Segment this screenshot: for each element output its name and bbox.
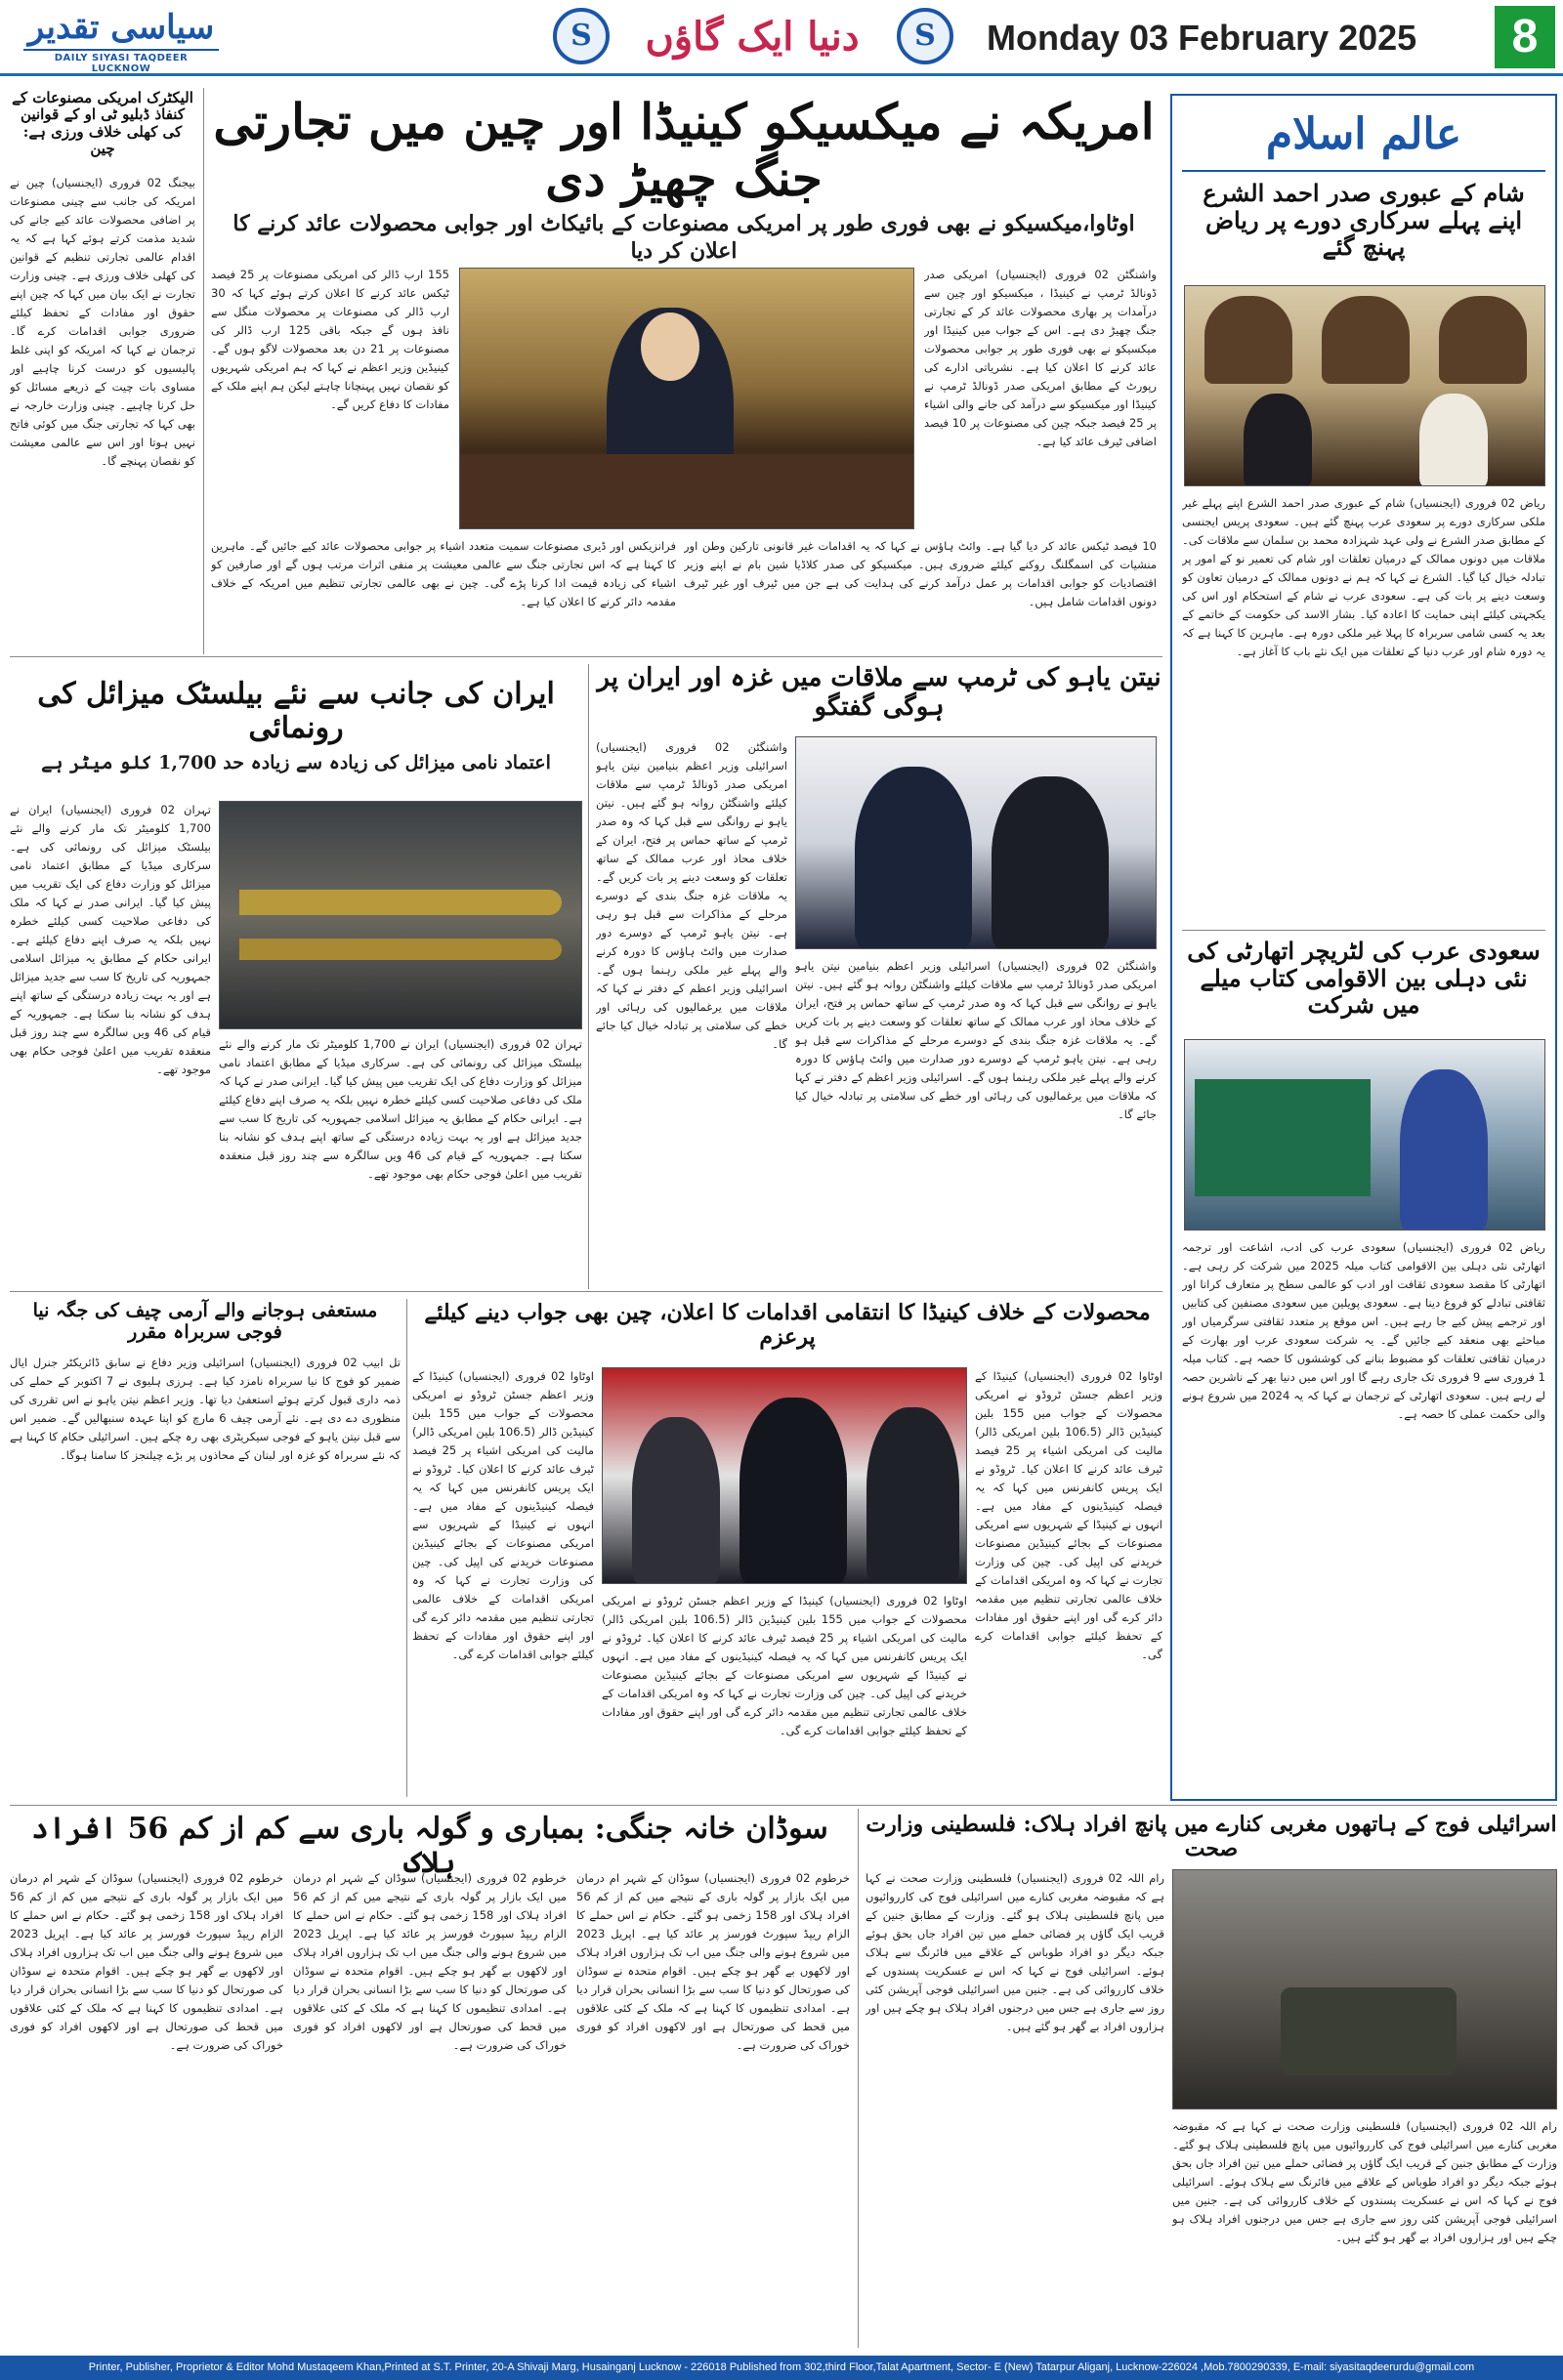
canada-body: اوٹاوا 02 فروری (ایجنسیاں) کینیڈا کے وزیر اعظم جسٹن ٹروڈو نے امریکی محصولات کے جواب میں 155 بلین کینیڈین ڈالر (106.5 بلین امریکی ڈالر) مالیت کی امریکی اشیاء پر 25 فیصد ٹیرف عائد کرنے کا اعلان کیا۔ ٹروڈو نے ایک پریس کانفرنس میں کہا کہ یہ فیصلہ کینیڈینوں کے مفاد میں ہے۔ انہوں نے کینیڈا کے شہریوں سے امریکی مصنوعات کے بجائے کینیڈین مصنوعات خریدنے کی اپیل کی۔ چین کی وزارت تجارت نے کہا کہ وہ امریکی اقدامات کے خلاف عالمی تجارتی تنظیم میں مقدمہ دائر کرے گی اور اپنے حقوق اور مفادات کے تحفظ کیلئے جوابی اقدامات کرے گی۔ <box>975 1369 1162 1661</box>
army-chief-body: تل ابیب 02 فروری (ایجنسیاں) اسرائیلی وزیر دفاع نے سابق ڈائریکٹر جنرل ایال ضمیر کو فوج کا نیا سربراہ نامزد کیا ہے۔ ہرزی ہلیوی نے 7 اکتوبر کے حملے کی ذمہ داری قبول کرتے ہوئے استعفیٰ دیا تھا۔ وزیر اعظم نیتن یاہو نے اس تقرری کی منظوری دے دی ہے۔ نئے آرمی چیف 6 مارچ کو اپنا عہدہ سنبھالیں گے۔ ضمیر اس سے قبل نیتن یاہو کے فوجی سیکریٹری بھی رہ چکے ہیں۔ اسرائیلی حکام کا کہنا ہے کہ نئے سربراہ کو غزہ اور لبنان کے محاذوں پر بڑے چیلنجز کا سامنا ہوگا۔ <box>10 1356 401 1462</box>
lead-body-col-1: واشنگٹن 02 فروری (ایجنسیاں) امریکی صدر ڈونالڈ ٹرمپ نے کینیڈا ، میکسیکو اور چین سے درآمدات پر بھاری محصولات عائد کر کے تجارتی جنگ چھیڑ دی ہے۔ اس کے جواب میں کینیڈا اور میکسیکو نے بھی فوری طور پر جوابی محصولات عائد کرنے کا اعلان کیا ہے۔ نشریاتی ادارے کی رپورٹ کے مطابق امریکی صدر ڈونالڈ ٹرمپ نے کینیڈا اور میکسیکو سے درآمد کی جانے والی اشیاء پر 25 فیصد جبکہ چین کی مصنوعات پر 10 فیصد اضافی ٹیرف عائد کیا ہے۔ <box>924 268 1157 448</box>
canada-headline[interactable]: محصولات کے خلاف کینیڈا کا انتقامی اقدامات کا اعلان، چین بھی جواب دینے کیلئے پرعزم <box>424 1300 1151 1351</box>
netanyahu-body: واشنگٹن 02 فروری (ایجنسیاں) اسرائیلی وزیر اعظم بنیامین نیتن یاہو امریکی صدر ڈونالڈ ٹرمپ سے ملاقات کیلئے واشنگٹن روانہ ہو گئے ہیں۔ نیتن یاہو نے روانگی سے قبل کہا کہ وہ صدر ٹرمپ کے ساتھ حماس پر فتح، ایران کے خلاف محاذ اور عرب ممالک کے ساتھ تعلقات کو وسعت دینے پر بات کریں گے۔ یہ ملاقات غزہ جنگ بندی کے دوسرے مرحلے کے مذاکرات سے قبل ہو رہی ہے۔ نیتن یاہو ٹرمپ کے دوسرے دور صدارت میں وائٹ ہاؤس کا دورہ کرنے والے پہلے غیر ملکی رہنما ہوں گے۔ اسرائیلی وزیر اعظم کے دفتر نے کہا کہ ملاقات میں یرغمالیوں کی رہائی اور خطے کی سلامتی پر تبادلہ خیال کیا جائے گا۔ <box>596 740 787 1051</box>
sudan-body-col-3: خرطوم 02 فروری (ایجنسیاں) سوڈان کے شہر ام درمان میں ایک بازار پر گولہ باری کے نتیجے میں کم از کم 56 افراد ہلاک اور 158 زخمی ہو گئے۔ حکام نے اس حملے کا الزام ریپڈ سپورٹ فورسز پر عائد کیا ہے۔ اپریل 2023 میں شروع ہونے والی جنگ میں اب تک ہزاروں افراد ہلاک اور لاکھوں بے گھر ہو چکے ہیں۔ اقوام متحدہ نے سوڈان کی صورتحال کو دنیا کا سب سے بڑا انسانی بحران قرار دیا ہے۔ امدادی تنظیموں کا کہنا ہے کہ ملک کے کئی علاقوں میں قحط کی صورتحال ہے اور لاکھوں افراد کو فوری خوراک کی ضرورت ہے۔ <box>576 1871 850 2052</box>
footer-imprint: Printer, Publisher, Proprietor & Editor Mohd Mustaqeem Khan,Printed at S.T. Printer, 20-A Shivaji Marg, Husainganj Lucknow - 226018 Published from 302,third Floor,Talat Apartment, Sector- E (New) Tatarpur Aliganj, Lucknow-226024 ,Mob.7800290339, E-mail: siyasitaqdeerurdu@gmail.com <box>0 2356 1563 2380</box>
divider <box>1182 930 1545 931</box>
page-number: 8 <box>1495 6 1555 68</box>
divider <box>10 1805 1557 1806</box>
syria-body: ریاض 02 فروری (ایجنسیاں) شام کے عبوری صدر احمد الشرع اپنے پہلے غیر ملکی سرکاری دورے پر سعودی عرب پہنچ گئے ہیں۔ سعودی پریس ایجنسی کے مطابق صدر الشرع نے ولی عہد شہزادہ محمد بن سلمان سے ملاقات کی۔ ملاقات میں دونوں ممالک کے درمیان تعلقات اور شام کی تعمیر نو کے امور پر تبادلہ خیال کیا گیا۔ الشرع نے کہا کہ ہم نے دونوں ممالک کے درمیان تعاون کو وسعت دینے پر بات کی ہے۔ سعودی عرب نے شام کے استحکام اور اس کی یکجہتی کیلئے اپنی حمایت کا اعادہ کیا۔ بشار الاسد کی حکومت کے خاتمے کے بعد یہ کسی شامی سربراہ کا پہلا غیر ملکی دورہ ہے۔ ماہرین کا کہنا ہے کہ یہ دورہ شام اور عرب دنیا کے تعلقات میں ایک نئے باب کا آغاز ہے۔ <box>1182 496 1545 658</box>
desk-shape <box>460 454 914 529</box>
westbank-photo <box>1172 1869 1557 2109</box>
stall-shape <box>1195 1079 1371 1196</box>
sudan-body-col-1: خرطوم 02 فروری (ایجنسیاں) سوڈان کے شہر ام درمان میں ایک بازار پر گولہ باری کے نتیجے میں کم از کم 56 افراد ہلاک اور 158 زخمی ہو گئے۔ حکام نے اس حملے کا الزام ریپڈ سپورٹ فورسز پر عائد کیا ہے۔ اپریل 2023 میں شروع ہونے والی جنگ میں اب تک ہزاروں افراد ہلاک اور لاکھوں بے گھر ہو چکے ہیں۔ اقوام متحدہ نے سوڈان کی صورتحال کو دنیا کا سب سے بڑا انسانی بحران قرار دیا ہے۔ امدادی تنظیموں کا کہنا ہے کہ ملک کے کئی علاقوں میں قحط کی صورتحال ہے اور لاکھوں افراد کو فوری خوراک کی ضرورت ہے۔ <box>10 1871 283 2052</box>
figure-shape <box>641 313 699 381</box>
china-headline[interactable]: الیکٹرک امریکی مصنوعات کے کنفاذ ڈبلیو ٹی او کے قوانین کی کھلی خلاف ورزی ہے: چین <box>12 89 193 157</box>
figure-shape <box>1322 296 1410 384</box>
divider <box>203 88 204 654</box>
emblem-icon-right: S <box>897 8 953 64</box>
masthead <box>0 0 1563 76</box>
divider <box>406 1299 407 1797</box>
newspaper-logo[interactable] <box>23 6 219 74</box>
figure-shape <box>632 1417 720 1584</box>
iran-body-continued: تہران 02 فروری (ایجنسیاں) ایران نے 1,700 کلومیٹر تک مار کرنے والے نئے بیلسٹک میزائل کی رونمائی کی ہے۔ سرکاری میڈیا کے مطابق اعتماد نامی میزائل کو وزارت دفاع کی ایک تقریب میں پیش کیا گیا۔ ایرانی صدر نے کہا کہ ملک کی دفاعی صلاحیت کسی کیلئے خطرہ نہیں بلکہ یہ صرف اپنے دفاع کیلئے ہے۔ ایرانی حکام کے مطابق یہ میزائل اسلامی جمہوریہ کی تاریخ کا سب سے جدید میزائل ہے اور یہ بہت زیادہ درستگی کے ساتھ اپنے ہدف کو نشانہ بنا سکتا ہے۔ جمہوریہ کے قیام کی 46 ویں سالگرہ سے چند روز قبل منعقدہ تقریب میں اعلیٰ فوجی حکام بھی موجود تھے۔ <box>219 1037 582 1181</box>
divider <box>10 1291 1162 1292</box>
logo-urdu: سیاسی تقدیر <box>27 8 215 47</box>
section-title-box <box>547 6 957 70</box>
sudan-headline[interactable]: سوڈان خانہ جنگی: بمباری و گولہ باری سے کم از کم 56 افراد ہلاک <box>31 1812 828 1880</box>
army-chief-headline[interactable]: مستعفی ہوجانے والے آرمی چیف کی جگہ نیا فوجی سربراہ مقرر <box>32 1300 378 1343</box>
lead-headline[interactable]: امریکہ نے میکسیکو کینیڈا اور چین میں تجارتی جنگ چھیڑ دی <box>213 93 1155 207</box>
section-title: دنیا ایک گاؤں <box>645 14 860 60</box>
figure-shape <box>866 1407 959 1584</box>
divider <box>588 664 589 1289</box>
iran-body: تہران 02 فروری (ایجنسیاں) ایران نے 1,700 کلومیٹر تک مار کرنے والے نئے بیلسٹک میزائل کی رونمائی کی ہے۔ سرکاری میڈیا کے مطابق اعتماد نامی میزائل کو وزارت دفاع کی ایک تقریب میں پیش کیا گیا۔ ایرانی صدر نے کہا کہ ملک کی دفاعی صلاحیت کسی کیلئے خطرہ نہیں بلکہ یہ صرف اپنے دفاع کیلئے ہے۔ ایرانی حکام کے مطابق یہ میزائل اسلامی جمہوریہ کی تاریخ کا سب سے جدید میزائل ہے اور یہ بہت زیادہ درستگی کے ساتھ اپنے ہدف کو نشانہ بنا سکتا ہے۔ جمہوریہ کے قیام کی 46 ویں سالگرہ سے چند روز قبل منعقدہ تقریب میں اعلیٰ فوجی حکام بھی موجود تھے۔ <box>10 803 211 1076</box>
westbank-headline[interactable]: اسرائیلی فوج کے ہاتھوں مغربی کنارے میں پانچ افراد ہلاک: فلسطینی وزارت صحت <box>866 1812 1557 1862</box>
figure-shape <box>1400 1069 1488 1231</box>
emblem-icon-left: S <box>553 8 610 64</box>
book-fair-body: ریاض 02 فروری (ایجنسیاں) سعودی عرب کی ادب، اشاعت اور ترجمہ اتھارٹی نئی دہلی بین الاقوامی کتاب میلہ 2025 میں شرکت کر رہی ہے۔ اتھارٹی کا مقصد سعودی ثقافت اور ادب کو عالمی سطح پر متعارف کرانا اور ثقافتی تبادلے کو فروغ دینا ہے۔ سعودی پویلین میں سعودی مصنفین کی کتابیں اور ترجمے پیش کیے جا رہے ہیں۔ اس موقع پر متعدد ثقافتی سرگرمیاں اور مباحثے بھی منعقد کیے جائیں گے۔ یہ شرکت سعودی عرب اور بھارت کے درمیان ثقافتی تعلقات کو مضبوط بنانے کی کوششوں کا حصہ ہے۔ کتاب میلہ 1 فروری سے 9 فروری تک جاری رہے گا اور اس میں دنیا بھر کے ناشرین حصہ لے رہے ہیں۔ سعودی اتھارٹی کے ترجمان نے کہا کہ یہ 2024 میں شروع ہونے والی حکمت عملی کا حصہ ہے۔ <box>1182 1240 1545 1421</box>
westbank-body-continued: رام اللہ 02 فروری (ایجنسیاں) فلسطینی وزارت صحت نے کہا ہے کہ مقبوضہ مغربی کنارے میں اسرائیلی فوج کی کارروائیوں میں پانچ فلسطینی ہلاک ہو گئے۔ وزارت کے مطابق جنین کے قریب ایک گاؤں پر فضائی حملے میں تین افراد جاں بحق ہوئے جبکہ دیگر دو افراد طوباس کے علاقے میں فائرنگ سے ہلاک ہوئے۔ اسرائیلی فوج نے کہا کہ اس نے عسکریت پسندوں کے خلاف کارروائی کی ہے۔ جنین میں اسرائیلی فوجی آپریشن کئی روز سے جاری ہے جس میں درجنوں افراد ہلاک ہو چکے ہیں اور ہزاروں افراد بے گھر ہو گئے ہیں۔ <box>1172 2119 1557 2244</box>
trudeau-photo <box>602 1367 967 1584</box>
logo-english: DAILY SIYASI TAQDEER LUCKNOW <box>23 49 219 74</box>
iran-headline[interactable]: ایران کی جانب سے نئے بیلسٹک میزائل کی رونمائی <box>37 677 555 745</box>
book-fair-headline[interactable]: سعودی عرب کی لٹریچر اتھارٹی کی نئی دہلی بین الاقوامی کتاب میلے میں شرکت <box>1187 937 1541 1020</box>
china-body: بیجنگ 02 فروری (ایجنسیاں) چین نے امریکہ کی جانب سے چینی مصنوعات پر اضافی محصولات عائد کیے جانے کی شدید مذمت کرتے ہوئے کہا ہے کہ یہ اقدام عالمی تجارتی تنظیم کے قوانین کی کھلی خلاف ورزی ہے۔ چینی وزارت تجارت نے ایک بیان میں کہا کہ چین اپنے حقوق اور مفادات کے تحفظ کیلئے ضروری جوابی اقدامات کرے گا۔ ترجمان نے کہا کہ امریکہ کو اپنی غلط پالیسیوں کو درست کرنا چاہیے اور مساوی بات چیت کے ذریعے مسائل کو حل کرنا چاہیے۔ چینی وزارت خارجہ نے بھی کہا کہ تجارتی جنگ میں کوئی فاتح نہیں ہوتا اور اس سے عالمی معیشت کو نقصان پہنچے گا۔ <box>10 176 195 468</box>
westbank-body: رام اللہ 02 فروری (ایجنسیاں) فلسطینی وزارت صحت نے کہا ہے کہ مقبوضہ مغربی کنارے میں اسرائیلی فوج کی کارروائیوں میں پانچ فلسطینی ہلاک ہو گئے۔ وزارت کے مطابق جنین کے قریب ایک گاؤں پر فضائی حملے میں تین افراد جاں بحق ہوئے جبکہ دیگر دو افراد طوباس کے علاقے میں فائرنگ سے ہلاک ہوئے۔ اسرائیلی فوج نے کہا کہ اس نے عسکریت پسندوں کے خلاف کارروائی کی ہے۔ جنین میں اسرائیلی فوجی آپریشن کئی روز سے جاری ہے جس میں درجنوں افراد ہلاک ہو چکے ہیں اور ہزاروں افراد بے گھر ہو گئے ہیں۔ <box>866 1871 1164 2033</box>
lead-body-col-3: 10 فیصد ٹیکس عائد کر دیا گیا ہے۔ وائٹ ہاؤس نے کہا کہ یہ اقدامات غیر قانونی تارکین وطن اور منشیات کی اسمگلنگ روکنے کیلئے ضروری ہیں۔ میکسیکو کی صدر کلاڈیا شین بام نے اپنے وزیر اقتصادیات کو جوابی اقدامات پر عمل درآمد کرنے کی ہدایت کی ہے جن میں ٹیرف اور غیر ٹیرف دونوں اقدامات شامل ہیں۔ <box>684 539 1157 608</box>
missile-shape <box>239 939 562 960</box>
iran-subheadline: اعتماد نامی میزائل کی زیادہ سے زیادہ حد 1,700 کلو میٹر ہے <box>41 752 551 773</box>
sidebar-title: عالم اسلام <box>1182 98 1545 172</box>
figure-shape <box>1419 394 1488 486</box>
divider <box>858 1809 859 2348</box>
lead-body-col-2: 155 ارب ڈالر کی امریکی مصنوعات پر 25 فیصد ٹیکس عائد کرنے کا اعلان کرتے ہوئے کہا کہ 30 ارب ڈالر کی مصنوعات پر محصولات منگل سے نافذ ہوں گے جبکہ باقی 125 ارب ڈالر کی مصنوعات پر 21 دن بعد محصولات لاگو ہوں گے۔ کینیڈین وزیر اعظم نے کہا کہ ہم امریکی شہریوں کو نقصان نہیں پہنچانا چاہتے لیکن ہم اپنے ملک کے مفادات کا دفاع کریں گے۔ <box>211 268 449 411</box>
figure-shape <box>992 776 1109 949</box>
edition-date: Monday 03 February 2025 <box>987 18 1417 58</box>
vehicle-shape <box>1281 1987 1457 2075</box>
canada-body-continued: اوٹاوا 02 فروری (ایجنسیاں) کینیڈا کے وزیر اعظم جسٹن ٹروڈو نے امریکی محصولات کے جواب میں 155 بلین کینیڈین ڈالر (106.5 بلین امریکی ڈالر) مالیت کی امریکی اشیاء پر 25 فیصد ٹیرف عائد کرنے کا اعلان کیا۔ ٹروڈو نے ایک پریس کانفرنس میں کہا کہ یہ فیصلہ کینیڈینوں کے مفاد میں ہے۔ انہوں نے کینیڈا کے شہریوں سے امریکی مصنوعات کے بجائے کینیڈین مصنوعات خریدنے کی اپیل کی۔ چین کی وزارت تجارت نے کہا کہ وہ امریکی اقدامات کے خلاف عالمی تجارتی تنظیم میں مقدمہ دائر کرے گی اور اپنے حقوق اور مفادات کے تحفظ کیلئے جوابی اقدامات کرے گی۔ <box>412 1369 594 1661</box>
figure-shape <box>855 767 972 949</box>
canada-body-lower: اوٹاوا 02 فروری (ایجنسیاں) کینیڈا کے وزیر اعظم جسٹن ٹروڈو نے امریکی محصولات کے جواب میں 155 بلین کینیڈین ڈالر (106.5 بلین امریکی ڈالر) مالیت کی امریکی اشیاء پر 25 فیصد ٹیرف عائد کرنے کا اعلان کیا۔ ٹروڈو نے ایک پریس کانفرنس میں کہا کہ یہ فیصلہ کینیڈینوں کے مفاد میں ہے۔ انہوں نے کینیڈا کے شہریوں سے امریکی مصنوعات کے بجائے کینیڈین مصنوعات خریدنے کی اپیل کی۔ چین کی وزارت تجارت نے کہا کہ وہ امریکی اقدامات کے خلاف عالمی تجارتی تنظیم میں مقدمہ دائر کرے گی اور اپنے حقوق اور مفادات کے تحفظ کیلئے جوابی اقدامات کرے گی۔ <box>602 1594 967 1737</box>
trump-photo <box>459 268 914 529</box>
figure-shape <box>739 1398 847 1584</box>
saudi-meeting-photo <box>1184 285 1545 486</box>
netanyahu-trump-photo <box>795 736 1157 949</box>
netanyahu-body-continued: واشنگٹن 02 فروری (ایجنسیاں) اسرائیلی وزیر اعظم بنیامین نیتن یاہو امریکی صدر ڈونالڈ ٹرمپ سے ملاقات کیلئے واشنگٹن روانہ ہو گئے ہیں۔ نیتن یاہو نے روانگی سے قبل کہا کہ وہ صدر ٹرمپ کے ساتھ حماس پر فتح، ایران کے خلاف محاذ اور عرب ممالک کے ساتھ تعلقات کو وسعت دینے پر بات کریں گے۔ یہ ملاقات غزہ جنگ بندی کے دوسرے مرحلے کے مذاکرات سے قبل ہو رہی ہے۔ نیتن یاہو ٹرمپ کے دوسرے دور صدارت میں وائٹ ہاؤس کا دورہ کرنے والے پہلے غیر ملکی رہنما ہوں گے۔ اسرائیلی وزیر اعظم کے دفتر نے کہا کہ ملاقات میں یرغمالیوں کی رہائی اور خطے کی سلامتی پر تبادلہ خیال کیا جائے گا۔ <box>795 959 1157 1121</box>
figure-shape <box>1439 296 1527 384</box>
sudan-body-col-2: خرطوم 02 فروری (ایجنسیاں) سوڈان کے شہر ام درمان میں ایک بازار پر گولہ باری کے نتیجے میں کم از کم 56 افراد ہلاک اور 158 زخمی ہو گئے۔ حکام نے اس حملے کا الزام ریپڈ سپورٹ فورسز پر عائد کیا ہے۔ اپریل 2023 میں شروع ہونے والی جنگ میں اب تک ہزاروں افراد ہلاک اور لاکھوں بے گھر ہو چکے ہیں۔ اقوام متحدہ نے سوڈان کی صورتحال کو دنیا کا سب سے بڑا انسانی بحران قرار دیا ہے۔ امدادی تنظیموں کا کہنا ہے کہ ملک کے کئی علاقوں میں قحط کی صورتحال ہے اور لاکھوں افراد کو فوری خوراک کی ضرورت ہے۔ <box>293 1871 567 2052</box>
figure-shape <box>1244 394 1312 486</box>
lead-subheadline: اوٹاوا،میکسیکو نے بھی فوری طور پر امریکی مصنوعات کے بائیکاٹ اور جوابی محصولات عائد کرنے کا اعلان کر دیا <box>232 211 1135 264</box>
lead-body-col-4: فرانزیکس اور ڈیری مصنوعات سمیت متعدد اشیاء پر جوابی محصولات عائد کیے جائیں گے۔ ماہرین کا کہنا ہے کہ اس تجارتی جنگ سے عالمی معیشت پر منفی اثرات مرتب ہوں گے اور صارفین کو اشیاء کی زیادہ قیمت ادا کرنا پڑے گی۔ چین نے بھی عالمی تجارتی تنظیم میں امریکہ کے خلاف مقدمہ دائر کرنے کا اعلان کیا ہے۔ <box>211 539 676 608</box>
divider <box>10 656 1162 657</box>
book-fair-photo <box>1184 1039 1545 1231</box>
netanyahu-headline[interactable]: نیتن یاہو کی ٹرمپ سے ملاقات میں غزہ اور ایران پر ہوگی گفتگو <box>597 663 1162 722</box>
syria-headline[interactable]: شام کے عبوری صدر احمد الشرع اپنے پہلے سرکاری دورے پر ریاض پہنچ گئے <box>1203 179 1525 262</box>
figure-shape <box>1204 296 1292 384</box>
missile-photo <box>219 801 582 1029</box>
missile-shape <box>239 890 562 915</box>
